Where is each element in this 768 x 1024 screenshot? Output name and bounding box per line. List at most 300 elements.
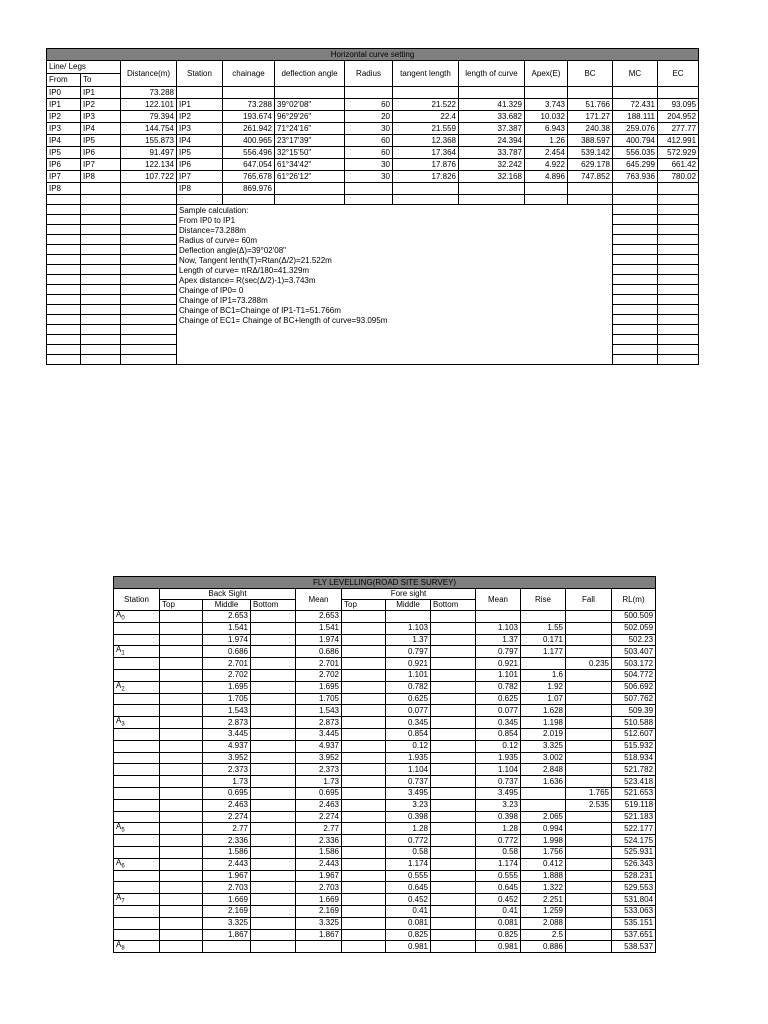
fall-cell [566, 882, 612, 894]
fs-bottom-cell [431, 622, 476, 634]
from-cell: IP0 [47, 87, 81, 99]
deflection-cell [275, 183, 345, 195]
rise-cell: 3.325 [521, 740, 566, 752]
rise-cell: 1.198 [521, 717, 566, 729]
distance-cell: 73.288 [121, 87, 177, 99]
empty-cell [121, 245, 177, 255]
table-row [47, 123, 699, 135]
fs-top-cell [342, 646, 386, 658]
empty-cell [81, 355, 121, 365]
empty-cell [658, 225, 699, 235]
ec-cell: 93.095 [658, 99, 699, 111]
station-cell [114, 941, 160, 953]
empty-cell [345, 195, 393, 205]
fs-top-cell [342, 705, 386, 717]
bs-bottom-cell [251, 894, 296, 906]
fs-bottom-cell [431, 669, 476, 681]
rise-cell [521, 658, 566, 670]
rise-cell [521, 787, 566, 799]
bs-middle-cell: 1.543 [203, 705, 251, 717]
rl-cell: 522.177 [612, 823, 656, 835]
sample-line: Radius of curve= 60m [179, 236, 258, 245]
fs-bottom-cell [431, 905, 476, 917]
bs-top-cell [160, 835, 203, 847]
fs-middle-cell: 0.921 [386, 658, 431, 670]
apex-header: Apex(E) [525, 61, 568, 87]
fall-header: Fall [566, 589, 612, 611]
empty-cell [121, 335, 177, 345]
length-curve-cell [459, 87, 525, 99]
table-row [114, 776, 656, 788]
station-cell: IP3 [177, 123, 223, 135]
to-cell: IP2 [81, 99, 121, 111]
rl-cell: 502.059 [612, 622, 656, 634]
bs-top-cell [160, 811, 203, 823]
fs-middle-cell: 1.101 [386, 669, 431, 681]
fs-middle-cell: 0.081 [386, 917, 431, 929]
ec-cell: 572.929 [658, 147, 699, 159]
deflection-cell: 61°34'42" [275, 159, 345, 171]
fs-mean-cell: 1.28 [476, 823, 521, 835]
tangent-cell: 17.364 [393, 147, 459, 159]
bs-middle-cell: 1.669 [203, 894, 251, 906]
rise-cell: 1.177 [521, 646, 566, 658]
fs-mean-cell: 3.23 [476, 799, 521, 811]
empty-cell [121, 345, 177, 355]
deflection-cell: 32°15'50" [275, 147, 345, 159]
empty-cell [121, 195, 177, 205]
bs-mean-cell: 1.543 [296, 705, 342, 717]
empty-cell [459, 195, 525, 205]
apex-cell: 3.743 [525, 99, 568, 111]
table-row [114, 882, 656, 894]
bs-middle-cell: 4.937 [203, 740, 251, 752]
bs-bottom-cell [251, 705, 296, 717]
from-cell: IP3 [47, 123, 81, 135]
fs-middle-cell: 0.41 [386, 905, 431, 917]
empty-cell [121, 355, 177, 365]
bs-bottom-cell [251, 905, 296, 917]
empty-cell [613, 295, 658, 305]
empty-cell [613, 275, 658, 285]
station-cell [114, 858, 160, 870]
bs-middle-cell: 1.867 [203, 929, 251, 941]
sample-line: Length of curve= πRΔ/180=41.329m [179, 266, 310, 275]
bs-mean-cell: 2.463 [296, 799, 342, 811]
fs-mean-cell: 0.737 [476, 776, 521, 788]
bs-bottom-cell [251, 611, 296, 623]
empty-cell [613, 355, 658, 365]
bs-top-cell [160, 823, 203, 835]
table-row [114, 705, 656, 717]
station-letter: A [116, 940, 122, 950]
bs-bottom-cell [251, 846, 296, 858]
empty-cell [81, 225, 121, 235]
table-row [114, 846, 656, 858]
station-cell [114, 764, 160, 776]
fs-bottom-cell [431, 611, 476, 623]
tangent-cell: 22.4 [393, 111, 459, 123]
bs-bottom-cell [251, 799, 296, 811]
fs-bottom-cell [431, 929, 476, 941]
rl-cell: 521.782 [612, 764, 656, 776]
empty-cell [47, 335, 81, 345]
tangent-cell: 17.876 [393, 159, 459, 171]
bs-top-cell [160, 658, 203, 670]
fs-mean-cell: 0.077 [476, 705, 521, 717]
table-row [114, 858, 656, 870]
empty-cell [81, 285, 121, 295]
empty-cell [47, 245, 81, 255]
bc-header: BC [568, 61, 613, 87]
table-row [114, 787, 656, 799]
table-row [114, 658, 656, 670]
station-cell [114, 705, 160, 717]
fs-top-cell [342, 905, 386, 917]
fs-bottom-cell [431, 658, 476, 670]
table-row [114, 905, 656, 917]
to-cell: IP1 [81, 87, 121, 99]
bs-top-cell [160, 917, 203, 929]
ec-cell: 277.77 [658, 123, 699, 135]
station-letter: A [116, 893, 122, 903]
fall-cell [566, 717, 612, 729]
to-cell [81, 183, 121, 195]
empty-cell [658, 275, 699, 285]
empty-cell [613, 205, 658, 215]
fore-sight-header: Fore sight [342, 589, 476, 600]
empty-cell [613, 335, 658, 345]
station-cell: IP5 [177, 147, 223, 159]
ec-cell: 661.42 [658, 159, 699, 171]
bs-top-cell [160, 728, 203, 740]
bs-mean-cell: 1.73 [296, 776, 342, 788]
empty-cell [47, 295, 81, 305]
empty-cell [47, 275, 81, 285]
rise-cell: 1.322 [521, 882, 566, 894]
fs-mean-cell: 0.625 [476, 693, 521, 705]
bc-cell: 539.142 [568, 147, 613, 159]
bs-bottom-cell [251, 740, 296, 752]
table-row [114, 752, 656, 764]
empty-cell [47, 285, 81, 295]
station-cell [114, 669, 160, 681]
fs-bottom-cell [431, 787, 476, 799]
table-row [114, 894, 656, 906]
bs-bottom-cell [251, 669, 296, 681]
fs-top-cell [342, 787, 386, 799]
apex-cell [525, 183, 568, 195]
bs-middle-cell: 3.445 [203, 728, 251, 740]
radius-cell: 30 [345, 123, 393, 135]
fs-middle-cell: 1.935 [386, 752, 431, 764]
bs-bottom-cell [251, 917, 296, 929]
sample-line: Deflection angle(Δ)=39°02'08" [179, 246, 286, 255]
rise-cell: 2.088 [521, 917, 566, 929]
ec-cell: 780.02 [658, 171, 699, 183]
empty-cell [47, 315, 81, 325]
fall-cell [566, 811, 612, 823]
fs-bottom-cell [431, 705, 476, 717]
bs-middle-cell: 1.695 [203, 681, 251, 693]
bs-middle-cell: 1.967 [203, 870, 251, 882]
empty-cell [613, 345, 658, 355]
fall-cell [566, 858, 612, 870]
fall-cell [566, 634, 612, 646]
chainage-header: chainage [223, 61, 275, 87]
fs-bottom-cell [431, 941, 476, 953]
table-row [47, 99, 699, 111]
fly-levelling-title: FLY LEVELLING(ROAD SITE SURVEY) [114, 577, 656, 589]
rise-cell: 1.6 [521, 669, 566, 681]
length-curve-cell: 33.787 [459, 147, 525, 159]
fs-top-header: Top [342, 600, 386, 611]
distance-cell: 122.134 [121, 159, 177, 171]
empty-cell [658, 305, 699, 315]
rl-cell: 521.183 [612, 811, 656, 823]
empty-cell [658, 315, 699, 325]
station-subscript: 0 [121, 615, 125, 622]
bs-top-cell [160, 693, 203, 705]
fs-mean-cell: 1.37 [476, 634, 521, 646]
fs-middle-cell: 0.797 [386, 646, 431, 658]
fs-bottom-header: Bottom [431, 600, 476, 611]
fs-top-cell [342, 681, 386, 693]
empty-cell [121, 305, 177, 315]
deflection-cell: 39°02'08" [275, 99, 345, 111]
deflection-cell: 96°29'26" [275, 111, 345, 123]
mc-cell: 645.299 [613, 159, 658, 171]
fs-bottom-cell [431, 752, 476, 764]
fall-cell [566, 835, 612, 847]
bs-middle-cell: 0.686 [203, 646, 251, 658]
chainage-cell: 73.288 [223, 99, 275, 111]
rl-cell: 507.762 [612, 693, 656, 705]
length-curve-cell: 33.682 [459, 111, 525, 123]
fs-bottom-cell [431, 858, 476, 870]
fs-bottom-cell [431, 799, 476, 811]
fs-middle-cell: 0.645 [386, 882, 431, 894]
bs-mean-cell: 1.669 [296, 894, 342, 906]
mc-cell: 259.076 [613, 123, 658, 135]
radius-cell: 60 [345, 147, 393, 159]
bs-top-cell [160, 646, 203, 658]
to-cell: IP8 [81, 171, 121, 183]
station-cell [114, 728, 160, 740]
fall-cell [566, 941, 612, 953]
deflection-cell: 71°24'16" [275, 123, 345, 135]
sample-calculation [177, 205, 613, 365]
fall-cell: 1.765 [566, 787, 612, 799]
rise-cell [521, 799, 566, 811]
fs-middle-cell: 0.452 [386, 894, 431, 906]
bs-mean-cell: 2.169 [296, 905, 342, 917]
apex-cell: 1.26 [525, 135, 568, 147]
empty-cell [81, 245, 121, 255]
ec-cell [658, 87, 699, 99]
fs-bottom-cell [431, 740, 476, 752]
mc-cell: 72.431 [613, 99, 658, 111]
fs-middle-cell [386, 611, 431, 623]
rl-cell: 502.23 [612, 634, 656, 646]
station-subscript: 8 [121, 946, 125, 952]
tangent-cell [393, 87, 459, 99]
fs-middle-cell: 3.495 [386, 787, 431, 799]
apex-cell: 4.896 [525, 171, 568, 183]
bs-middle-cell: 2.873 [203, 717, 251, 729]
to-cell: IP4 [81, 123, 121, 135]
empty-cell [81, 235, 121, 245]
blank-row [47, 195, 699, 205]
empty-cell [81, 295, 121, 305]
rl-cell: 535.151 [612, 917, 656, 929]
bs-top-cell [160, 858, 203, 870]
station-cell: IP1 [177, 99, 223, 111]
sample-line: Sample calculation: [179, 206, 249, 215]
fs-top-cell [342, 693, 386, 705]
rise-cell: 2.019 [521, 728, 566, 740]
empty-cell [658, 195, 699, 205]
station-cell [114, 929, 160, 941]
bs-bottom-cell [251, 787, 296, 799]
station-cell [114, 811, 160, 823]
from-cell: IP2 [47, 111, 81, 123]
bs-mean-cell: 2.873 [296, 717, 342, 729]
ec-cell [658, 183, 699, 195]
bs-bottom-cell [251, 858, 296, 870]
bs-mean-cell: 1.705 [296, 693, 342, 705]
fs-mean-header: Mean [476, 589, 521, 611]
fs-bottom-cell [431, 728, 476, 740]
from-cell: IP7 [47, 171, 81, 183]
bs-top-cell [160, 740, 203, 752]
bs-bottom-cell [251, 776, 296, 788]
fs-mean-cell: 0.58 [476, 846, 521, 858]
table-row [47, 171, 699, 183]
distance-cell [121, 183, 177, 195]
distance-cell: 122.101 [121, 99, 177, 111]
rise-cell: 1.998 [521, 835, 566, 847]
fs-top-cell [342, 823, 386, 835]
empty-cell [47, 235, 81, 245]
table-row [114, 611, 656, 623]
bs-middle-cell: 2.169 [203, 905, 251, 917]
rise-cell: 1.92 [521, 681, 566, 693]
mc-header: MC [613, 61, 658, 87]
table-row [114, 717, 656, 729]
mc-cell [613, 183, 658, 195]
distance-cell: 144.754 [121, 123, 177, 135]
empty-cell [47, 205, 81, 215]
rl-cell: 500.509 [612, 611, 656, 623]
bs-bottom-cell [251, 882, 296, 894]
fall-cell [566, 905, 612, 917]
bs-bottom-cell [251, 693, 296, 705]
table-row [114, 941, 656, 953]
station-cell [177, 87, 223, 99]
empty-cell [658, 285, 699, 295]
fall-cell [566, 622, 612, 634]
fs-middle-cell: 0.782 [386, 681, 431, 693]
empty-cell [658, 245, 699, 255]
bs-bottom-cell [251, 681, 296, 693]
fall-cell [566, 764, 612, 776]
bs-mean-cell: 2.703 [296, 882, 342, 894]
radius-cell: 30 [345, 171, 393, 183]
table-row [114, 823, 656, 835]
bs-middle-cell: 1.705 [203, 693, 251, 705]
bc-cell [568, 183, 613, 195]
bs-top-header: Top [160, 600, 203, 611]
bs-mean-cell [296, 941, 342, 953]
fall-cell [566, 776, 612, 788]
rl-cell: 506.692 [612, 681, 656, 693]
rl-cell: 515.932 [612, 740, 656, 752]
deflection-cell: 61°26'12" [275, 171, 345, 183]
fs-top-cell [342, 634, 386, 646]
from-cell: IP4 [47, 135, 81, 147]
sample-line: Chainge of IP0= 0 [179, 286, 244, 295]
tangent-cell: 21.522 [393, 99, 459, 111]
fs-middle-cell: 0.398 [386, 811, 431, 823]
bs-bottom-cell [251, 823, 296, 835]
bs-mean-cell: 2.701 [296, 658, 342, 670]
empty-cell [121, 295, 177, 305]
line-legs-header: Line/ Legs [47, 61, 121, 74]
apex-cell: 2.454 [525, 147, 568, 159]
mc-cell: 763.936 [613, 171, 658, 183]
rise-cell: 0.886 [521, 941, 566, 953]
fs-top-cell [342, 728, 386, 740]
fs-middle-cell: 3.23 [386, 799, 431, 811]
station-header: Station [114, 589, 160, 611]
tangent-cell: 21.559 [393, 123, 459, 135]
rl-cell: 528.231 [612, 870, 656, 882]
empty-cell [223, 195, 275, 205]
fs-top-cell [342, 717, 386, 729]
tangent-cell [393, 183, 459, 195]
empty-cell [658, 205, 699, 215]
fs-top-cell [342, 622, 386, 634]
bs-top-cell [160, 622, 203, 634]
station-cell: IP8 [177, 183, 223, 195]
bs-bottom-cell [251, 929, 296, 941]
empty-cell [47, 255, 81, 265]
empty-cell [47, 345, 81, 355]
from-cell: IP1 [47, 99, 81, 111]
fall-cell [566, 740, 612, 752]
fall-cell [566, 705, 612, 717]
deflection-cell: 23°17'39" [275, 135, 345, 147]
fs-middle-cell: 0.981 [386, 941, 431, 953]
fall-cell [566, 929, 612, 941]
fs-mean-cell: 0.41 [476, 905, 521, 917]
station-letter: A [116, 645, 122, 655]
distance-cell: 107.722 [121, 171, 177, 183]
bs-mean-cell: 1.967 [296, 870, 342, 882]
fs-top-cell [342, 882, 386, 894]
ec-cell: 204.952 [658, 111, 699, 123]
empty-cell [613, 285, 658, 295]
station-cell [114, 917, 160, 929]
table-row [47, 135, 699, 147]
station-subscript: 5 [121, 828, 125, 835]
rise-cell: 1.55 [521, 622, 566, 634]
empty-cell [658, 325, 699, 335]
bs-middle-cell [203, 941, 251, 953]
to-header: To [81, 74, 121, 87]
fs-middle-cell: 0.854 [386, 728, 431, 740]
